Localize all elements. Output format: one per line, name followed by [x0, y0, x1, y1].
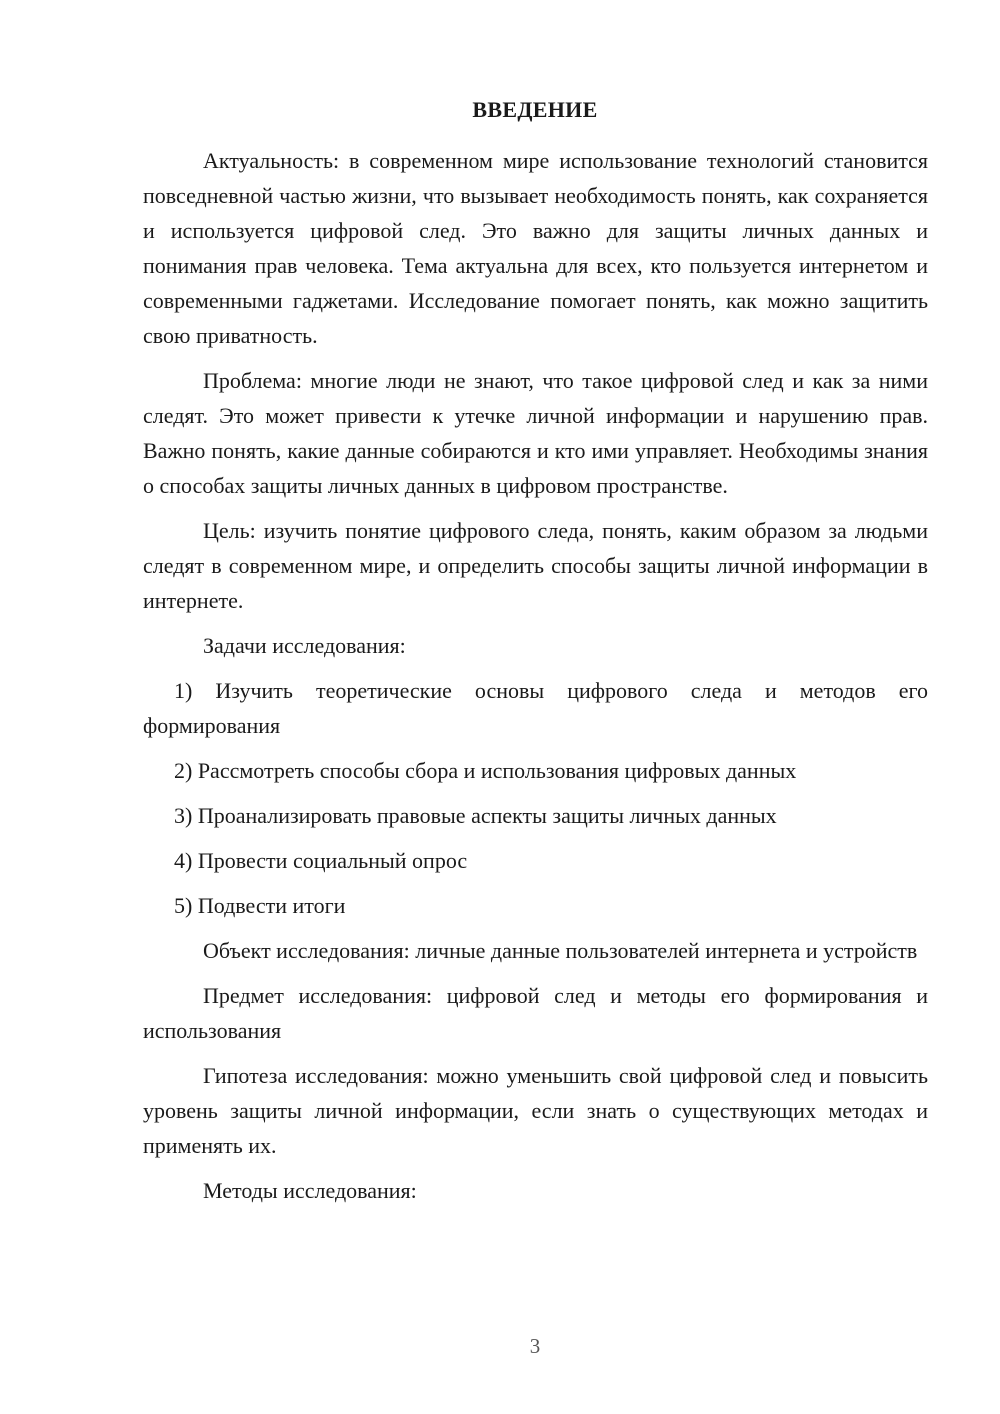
task-item-3: 3) Проанализировать правовые аспекты защиты личных данных — [174, 803, 777, 828]
paragraph-subject: Предмет исследования: цифровой след и методы его формирования и использования — [143, 983, 928, 1043]
task-item-4: 4) Провести социальный опрос — [174, 848, 468, 873]
paragraph-relevance: Актуальность: в современном мире использование технологий становится повседневной частью жизни, что вызывает необходимость понять, как сохраняется и используется цифровой след. Это важно для защиты личных данных и понимания прав человека. Тема актуальна для всех, кто пользуется интернетом и современными гаджетами. Исследование помогает понять, как можно защитить свою приватность. — [143, 148, 928, 348]
task-item-1: 1) Изучить теоретические основы цифрового следа и методов его формирования — [143, 678, 928, 738]
tasks-heading: Задачи исследования: — [203, 633, 406, 658]
task-item-5: 5) Подвести итоги — [174, 893, 346, 918]
paragraph-goal: Цель: изучить понятие цифрового следа, понять, каким образом за людьми следят в современном мире, и определить способы защиты личной информации в интернете. — [143, 518, 928, 613]
document-body — [143, 143, 928, 1218]
paragraph-hypothesis: Гипотеза исследования: можно уменьшить свой цифровой след и повысить уровень защиты личной информации, если знать о существующих методах и применять их. — [143, 1063, 928, 1158]
paragraph-problem: Проблема: многие люди не знают, что такое цифровой след и как за ними следят. Это может привести к утечке личной информации и нарушению прав. Важно понять, какие данные собираются и кто ими управляет. Необходимы знания о способах защиты личных данных в цифровом пространстве. — [143, 368, 928, 498]
methods-heading: Методы исследования: — [203, 1178, 417, 1203]
page-number: 3 — [529, 1334, 541, 1358]
paragraph-object: Объект исследования: личные данные пользователей интернета и устройств — [203, 938, 918, 963]
page-title: ВВЕДЕНИЕ — [472, 97, 598, 122]
task-item-2: 2) Рассмотреть способы сбора и использования цифровых данных — [174, 758, 797, 783]
